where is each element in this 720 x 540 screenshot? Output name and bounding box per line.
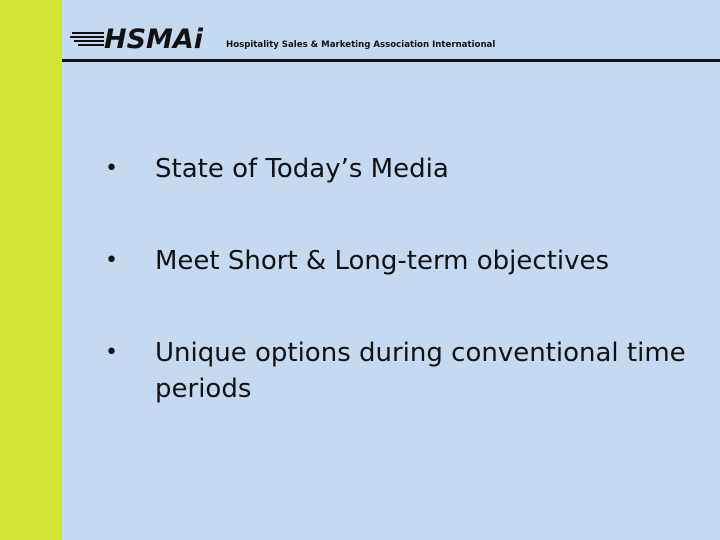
logo-tagline: Hospitality Sales & Marketing Association International bbox=[226, 40, 496, 50]
bullet-marker: • bbox=[105, 340, 118, 365]
bullet-text: State of Today’s Media bbox=[155, 154, 449, 184]
side-accent-bar bbox=[0, 0, 62, 540]
bullet-text: Meet Short & Long-term objectives bbox=[155, 246, 610, 276]
logo-wordmark: HSMAi bbox=[104, 24, 204, 54]
bullet-text: Unique options during conventional time periods bbox=[155, 338, 686, 404]
bullet-marker: • bbox=[105, 248, 118, 273]
bullet-list bbox=[62, 0, 720, 540]
bullet-marker: • bbox=[105, 156, 118, 181]
